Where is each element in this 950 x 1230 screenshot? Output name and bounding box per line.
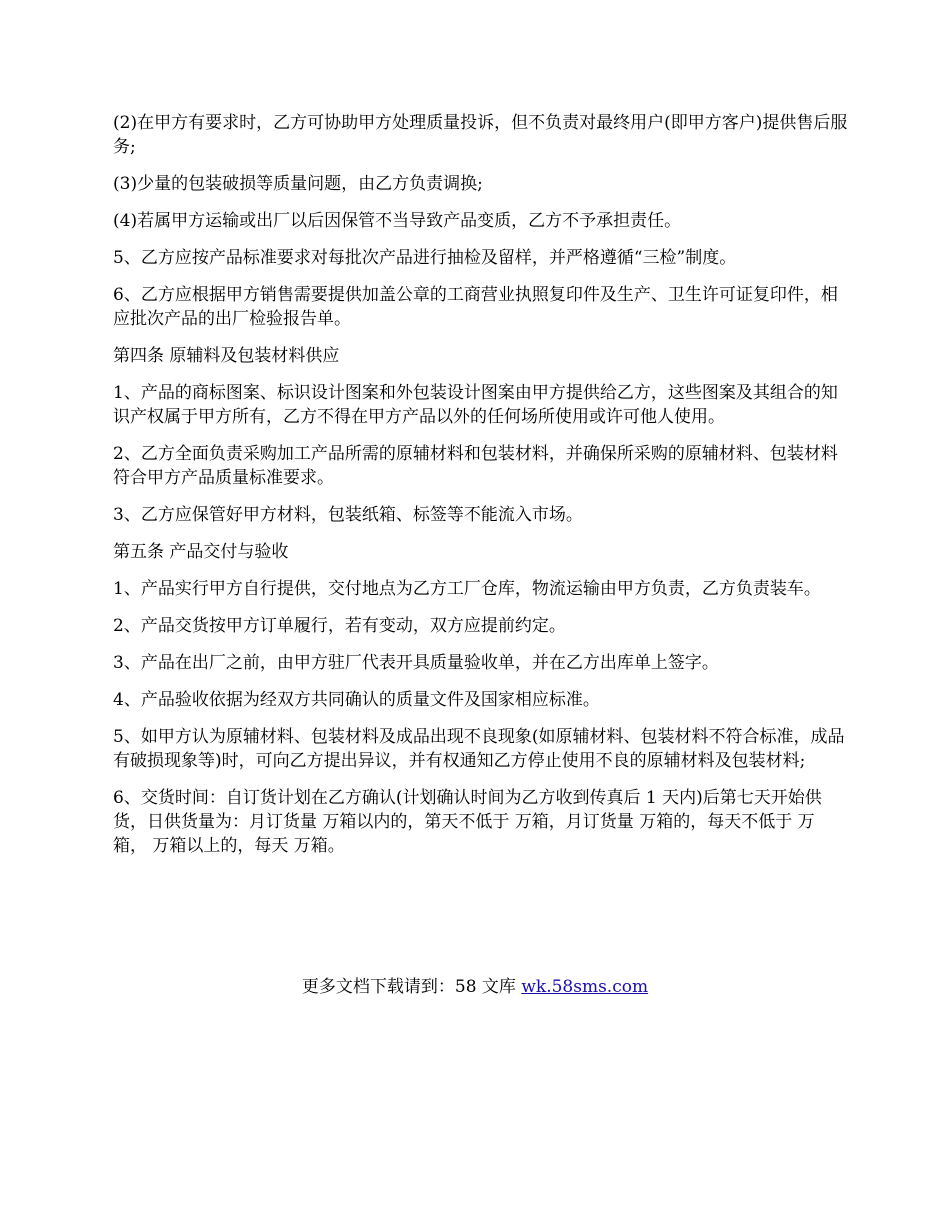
footer-link[interactable]: wk.58sms.com: [521, 977, 649, 997]
footer-text: 更多文档下载请到：58 文库: [301, 977, 522, 997]
paragraph-trademark-ip: 1、产品的商标图案、标识设计图案和外包装设计图案由甲方提供给乙方，这些图案及其组合的知识产权属于甲方所有，乙方不得在甲方产品以外的任何场所使用或许可他人使用。: [113, 383, 838, 427]
paragraph-delivery-schedule: 6、交货时间：自订货计划在乙方确认(计划确认时间为乙方收到传真后 1 天内)后第七天开始供货，日供货量为：月订货量 万箱以内的，第天不低于 万箱，月订货量 万箱的，每天不低于 万箱， 万箱以上的，每天 万箱。: [113, 788, 822, 856]
footer-download-note: [0, 975, 950, 999]
paragraph-order-fulfillment: 2、产品交货按甲方订单履行，若有变动，双方应提前约定。: [113, 616, 566, 636]
paragraph-material-procurement: 2、乙方全面负责采购加工产品所需的原辅材料和包装材料，并确保所采购的原辅材料、包装材料符合甲方产品质量标准要求。: [113, 444, 838, 488]
paragraph-package-damage: (3)少量的包装破损等质量问题，由乙方负责调换;: [113, 174, 483, 194]
paragraph-acceptance-form: 3、产品在出厂之前，由甲方驻厂代表开具质量验收单，并在乙方出库单上签字。: [113, 653, 719, 673]
paragraph-acceptance-basis: 4、产品验收依据为经双方共同确认的质量文件及国家相应标准。: [113, 690, 600, 710]
paragraph-delivery-location: 1、产品实行甲方自行提供，交付地点为乙方工厂仓库，物流运输由甲方负责，乙方负责装车。: [113, 579, 821, 599]
paragraph-defect-objection: 5、如甲方认为原辅材料、包装材料及成品出现不良现象(如原辅材料、包装材料不符合标准，成品有破损现象等)时，可向乙方提出异议，并有权通知乙方停止使用不良的原辅材料及包装材料;: [113, 727, 845, 771]
document-body: [113, 111, 848, 871]
section-heading-article-5: 第五条 产品交付与验收: [113, 542, 289, 562]
section-heading-article-4: 第四条 原辅料及包装材料供应: [113, 346, 340, 366]
paragraph-transport-liability: (4)若属甲方运输或出厂以后因保管不当导致产品变质，乙方不予承担责任。: [113, 211, 682, 231]
paragraph-license-copies: 6、乙方应根据甲方销售需要提供加盖公章的工商营业执照复印件及生产、卫生许可证复印件，相应批次产品的出厂检验报告单。: [113, 285, 838, 329]
paragraph-quality-complaint: (2)在甲方有要求时，乙方可协助甲方处理质量投诉，但不负责对最终用户(即甲方客户)提供售后服务;: [113, 113, 848, 157]
paragraph-sampling-inspection: 5、乙方应按产品标准要求对每批次产品进行抽检及留样，并严格遵循“三检”制度。: [113, 248, 737, 268]
paragraph-material-custody: 3、乙方应保管好甲方材料，包装纸箱、标签等不能流入市场。: [113, 505, 583, 525]
